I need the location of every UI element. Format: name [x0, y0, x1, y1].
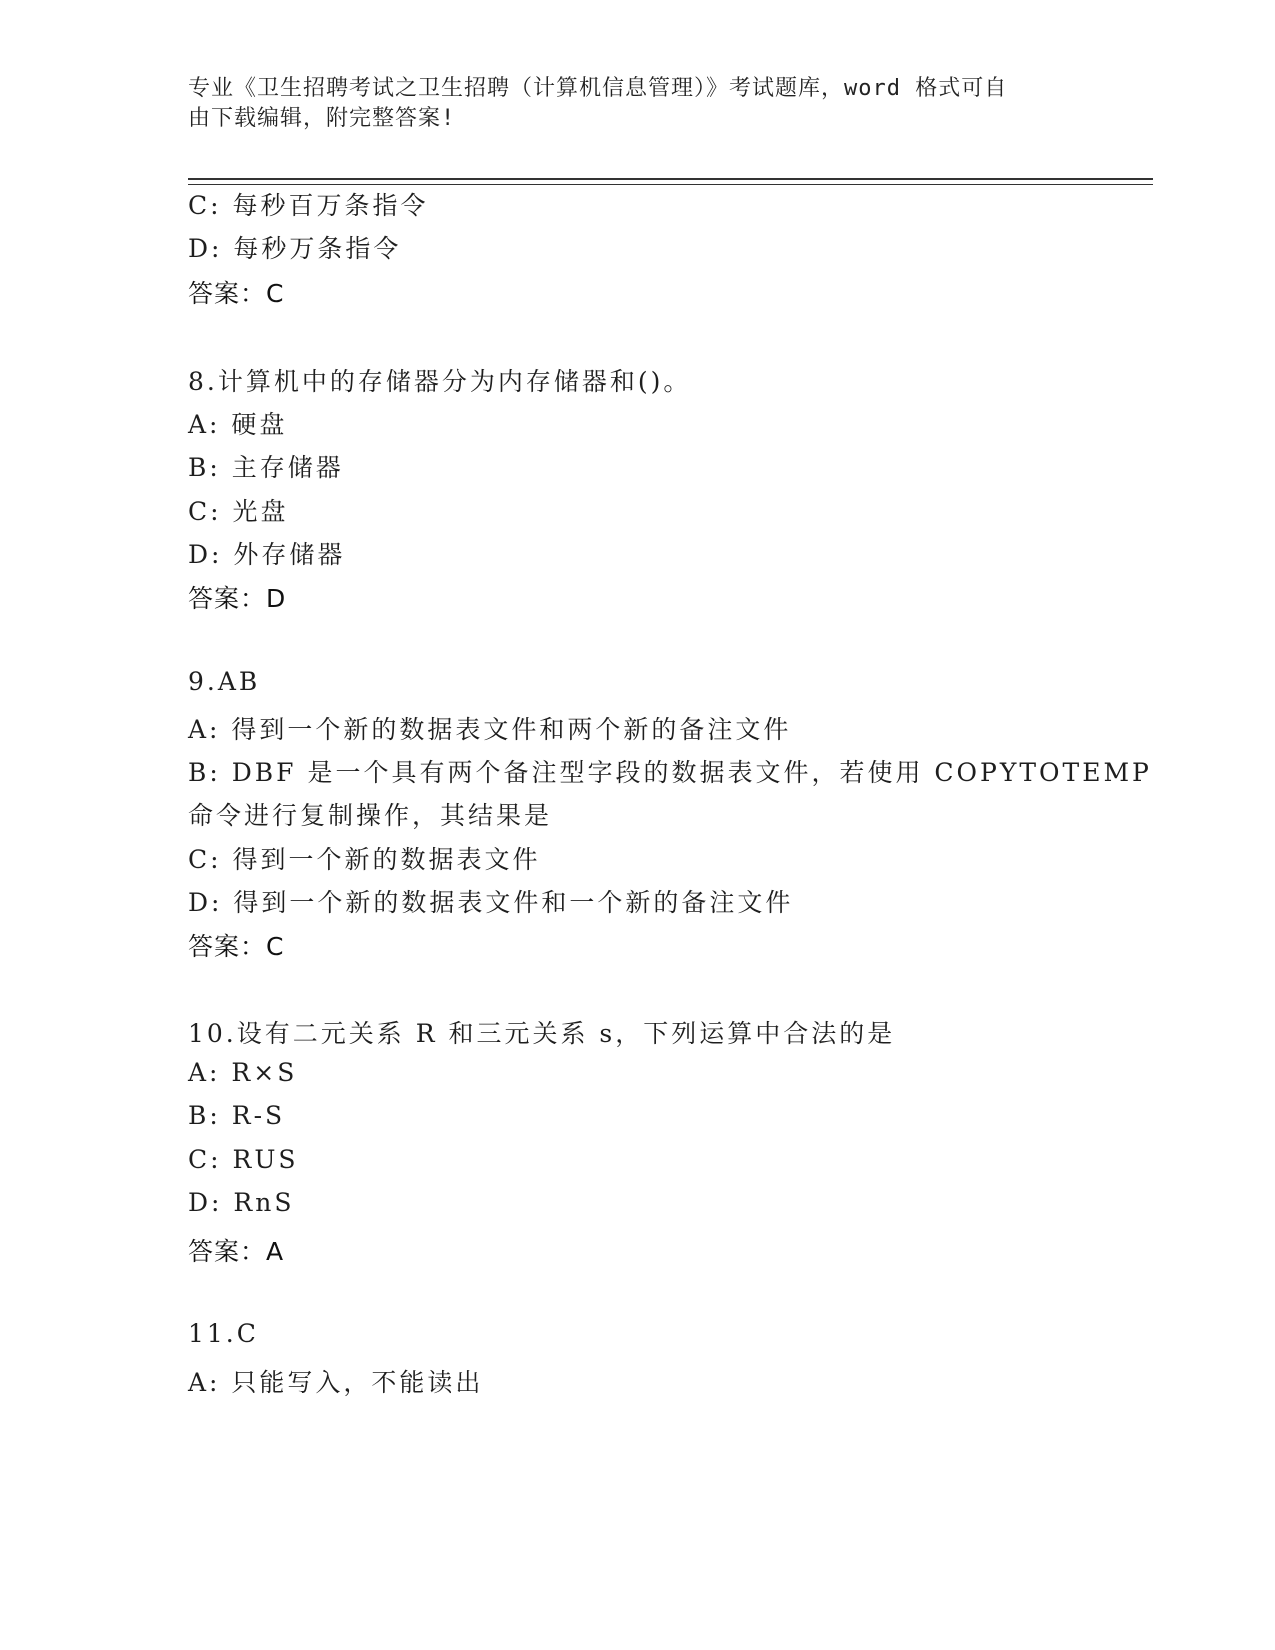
q8-stem: 8.计算机中的存储器分为内存储器和()。 [188, 367, 692, 396]
q10-stem: 10.设有二元关系 R 和三元关系 s，下列运算中合法的是 [188, 1019, 896, 1048]
q10-option-a: A: R×S [188, 1058, 298, 1087]
q7-option-c: C: 每秒百万条指令 [188, 191, 429, 220]
q8-option-b: B: 主存储器 [188, 453, 344, 482]
q11-option-a: A: 只能写入，不能读出 [188, 1368, 484, 1397]
header-rule-thick [188, 178, 1153, 180]
q9-option-c: C: 得到一个新的数据表文件 [188, 845, 541, 874]
q10-answer: 答案：A [188, 1237, 285, 1266]
q10-option-b: B: R-S [188, 1101, 286, 1130]
document-header [188, 74, 1088, 134]
q9-option-d: D: 得到一个新的数据表文件和一个新的备注文件 [188, 888, 794, 917]
header-line-1: 专业《卫生招聘考试之卫生招聘（计算机信息管理）》考试题库，word 格式可自 [188, 76, 1008, 101]
q8-option-a: A: 硬盘 [188, 410, 288, 439]
q8-option-c: C: 光盘 [188, 497, 289, 526]
q7-answer: 答案：C [188, 279, 285, 308]
q9-option-a: A: 得到一个新的数据表文件和两个新的备注文件 [188, 715, 792, 744]
q9-answer: 答案：C [188, 932, 285, 961]
q8-option-d: D: 外存储器 [188, 540, 346, 569]
q8-answer: 答案：D [188, 584, 287, 613]
q10-option-d: D: RnS [188, 1188, 295, 1217]
q9-option-b-line-2: 命令进行复制操作，其结果是 [188, 801, 553, 830]
q10-option-c: C: RUS [188, 1145, 299, 1174]
q9-option-b-line-1: B: DBF 是一个具有两个备注型字段的数据表文件，若使用 COPYTOTEMP [188, 758, 1152, 787]
header-rule-thin [188, 184, 1153, 185]
header-line-2: 由下载编辑，附完整答案! [188, 106, 456, 131]
q9-stem: 9.AB [188, 667, 261, 696]
q11-stem: 11.C [188, 1319, 259, 1348]
q7-option-d: D: 每秒万条指令 [188, 234, 402, 263]
